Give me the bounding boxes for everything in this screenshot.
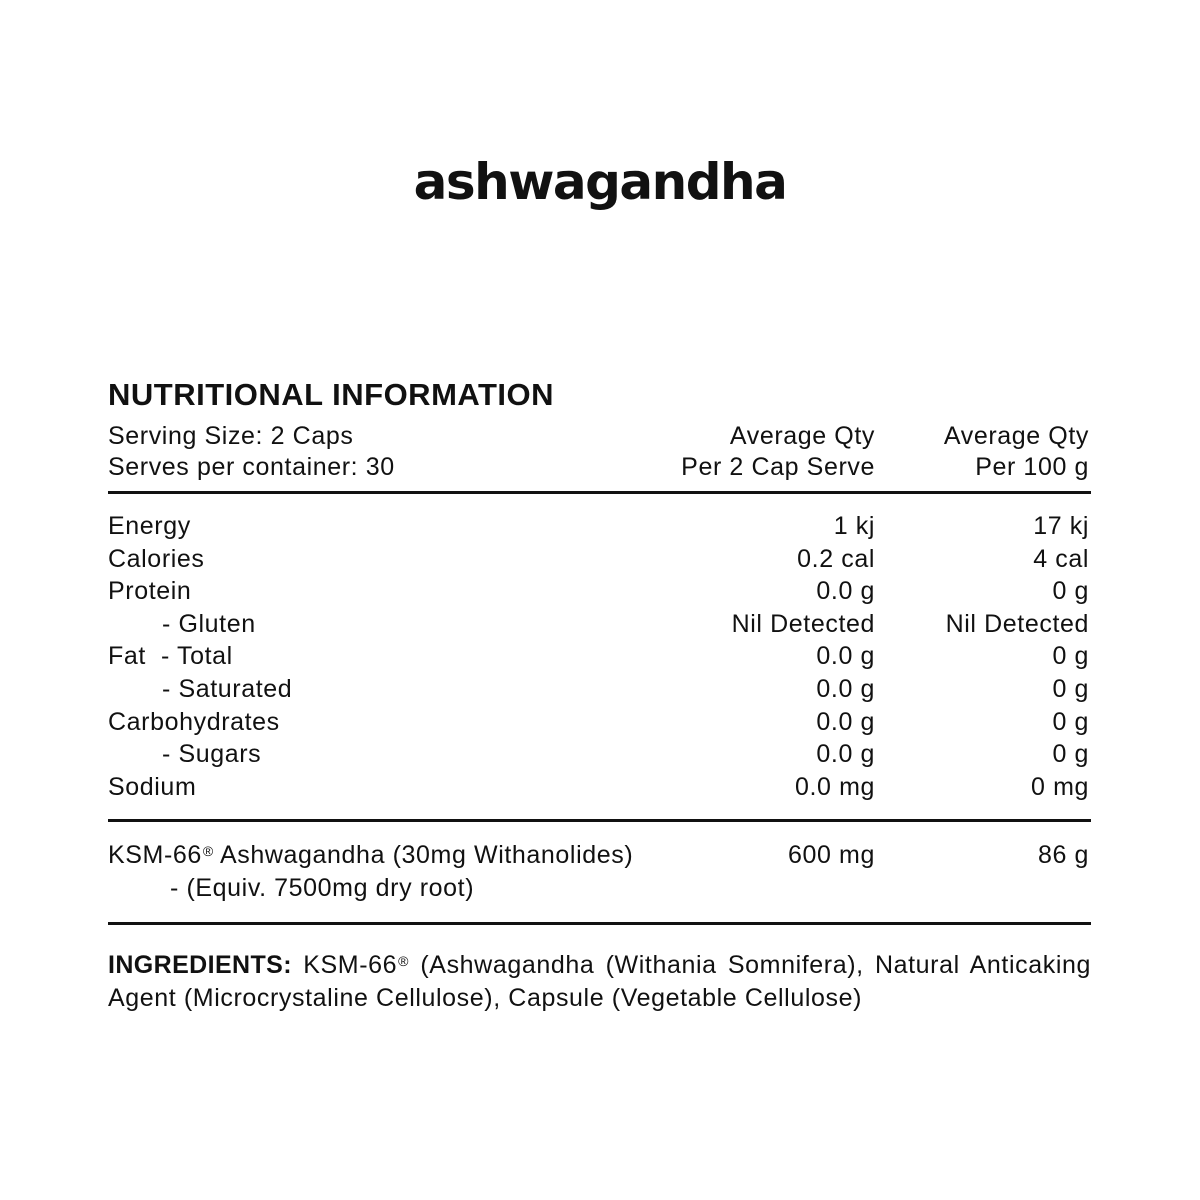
col-header-per-serve-line1: Average Qty (729, 422, 875, 450)
divider-bottom (108, 922, 1091, 925)
nutrient-row-sugars (108, 738, 1091, 771)
nutrient-name: Sodium (108, 772, 197, 801)
nutrient-per-serve: 0.0 g (816, 577, 875, 606)
serving-header-row-2 (108, 452, 1091, 483)
nutrient-per-100g: 0 g (1052, 707, 1089, 736)
serving-header-row-1 (108, 421, 1091, 452)
nutrient-per-100g: 4 cal (1033, 544, 1089, 573)
active-equiv: - (Equiv. 7500mg dry root) (170, 873, 475, 902)
nutrient-row-energy (108, 510, 1091, 543)
registered-mark: ® (202, 843, 214, 860)
ingredients-prefix: KSM-66 (291, 950, 398, 979)
nutrient-name: Energy (108, 512, 191, 540)
serving-header (108, 421, 1091, 483)
nutrient-per-100g: 0 g (1052, 674, 1089, 703)
nutrient-per-100g: 0 g (1052, 577, 1089, 606)
nutrient-per-100g: 17 kj (1033, 512, 1089, 540)
nutrient-per-serve: 0.0 mg (794, 772, 875, 801)
ingredients-label: INGREDIENTS: (108, 950, 292, 979)
ingredients-list: (Ashwagandha (Withania Somnifera), Natural Anticaking Agent (Microcrystaline Cellulose), Capsule (Vegetable Cellulose) (108, 950, 1091, 1012)
registered-mark: ® (398, 952, 410, 969)
nutrient-row-gluten (108, 608, 1091, 641)
nutrient-row-carbohydrates (108, 706, 1091, 739)
nutrient-per-serve: 0.0 g (816, 674, 875, 703)
nutrient-name: Protein (108, 577, 192, 606)
nutrient-per-serve: Nil Detected (731, 609, 875, 638)
nutrient-rows (108, 510, 1091, 803)
divider-middle (108, 819, 1091, 822)
active-per-100g: 86 g (1037, 841, 1089, 870)
nutrient-name: - Saturated (162, 674, 293, 703)
nutrient-per-100g: 0 g (1052, 642, 1089, 671)
nutrient-per-100g: 0 mg (1031, 772, 1089, 801)
nutrient-row-calories (108, 543, 1091, 576)
active-name-suffix: Ashwagandha (30mg Withanolides) (213, 841, 634, 870)
divider-top (108, 491, 1091, 494)
col-header-per-100g-line1: Average Qty (943, 422, 1089, 450)
nutrient-name: - Sugars (162, 740, 262, 769)
nutrient-name: Fat - Total (108, 642, 233, 671)
active-ingredient-block (108, 839, 1091, 904)
active-ingredient-row (108, 839, 1091, 872)
nutrient-row-saturated (108, 673, 1091, 706)
nutrient-row-sodium (108, 771, 1091, 804)
nutrient-row-protein (108, 575, 1091, 608)
nutrient-per-serve: 0.0 g (816, 642, 875, 671)
active-name-prefix: KSM-66 (108, 841, 202, 870)
servings-per-container: Serves per container: 30 (108, 453, 395, 481)
active-equiv-row (108, 872, 1091, 905)
nutrient-row-fat-total (108, 640, 1091, 673)
nutrient-name: Carbohydrates (108, 707, 280, 736)
nutrient-name: Calories (108, 544, 205, 573)
serving-size: Serving Size: 2 Caps (108, 422, 354, 450)
active-ingredient-name (108, 839, 633, 872)
active-per-serve: 600 mg (788, 841, 875, 870)
nutrient-per-serve: 0.2 cal (797, 544, 875, 573)
nutrition-panel (108, 375, 1091, 1015)
col-header-per-serve-line2: Per 2 Cap Serve (681, 453, 875, 481)
nutrient-per-serve: 0.0 g (816, 707, 875, 736)
nutrition-heading: NUTRITIONAL INFORMATION (108, 377, 555, 412)
col-header-per-100g-line2: Per 100 g (975, 453, 1089, 481)
ingredients-text (108, 949, 1091, 1015)
nutrient-per-serve: 1 kj (833, 512, 875, 540)
product-title: ashwagandha (413, 153, 787, 211)
nutrient-per-100g: Nil Detected (945, 609, 1089, 638)
nutrient-per-100g: 0 g (1052, 740, 1089, 769)
nutrient-name: - Gluten (162, 609, 256, 638)
nutrient-per-serve: 0.0 g (816, 740, 875, 769)
